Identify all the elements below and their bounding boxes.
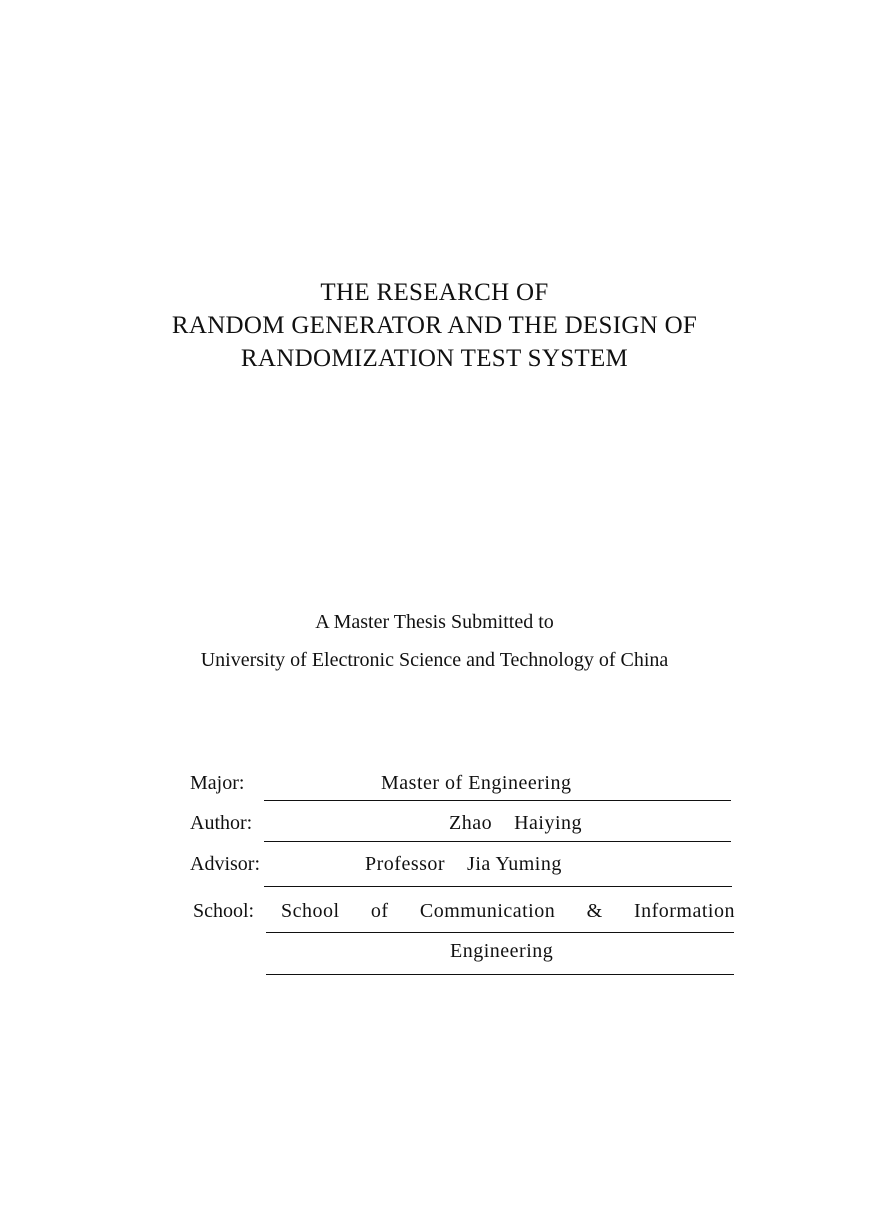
school-value-line-1 [281, 899, 735, 923]
major-underline [264, 800, 731, 801]
school-underline-2 [266, 974, 734, 975]
advisor-label: Advisor: [190, 853, 260, 875]
submission-statement [0, 603, 869, 679]
school-underline-1 [266, 932, 734, 933]
advisor-value: Professor Jia Yuming [365, 853, 562, 875]
school-value-line-2: Engineering [450, 940, 554, 962]
thesis-title [0, 276, 869, 375]
school-word: Communication [419, 900, 556, 922]
major-value: Master of Engineering [381, 772, 572, 794]
school-word: of [370, 900, 389, 922]
author-underline [264, 841, 731, 842]
title-line-3: RANDOMIZATION TEST SYSTEM [240, 345, 629, 372]
author-label: Author: [190, 812, 253, 834]
major-label: Major: [190, 772, 245, 794]
advisor-underline [264, 886, 732, 887]
submission-line-2: University of Electronic Science and Technology of China [200, 649, 669, 671]
school-word: & [586, 900, 603, 922]
school-label: School: [193, 900, 255, 922]
title-line-2: RANDOM GENERATOR AND THE DESIGN OF [171, 312, 698, 339]
school-word: School [281, 900, 340, 922]
school-word: Information [633, 900, 735, 922]
title-line-1: THE RESEARCH OF [320, 279, 549, 306]
submission-line-1: A Master Thesis Submitted to [315, 611, 554, 633]
author-value: Zhao Haiying [449, 812, 583, 834]
